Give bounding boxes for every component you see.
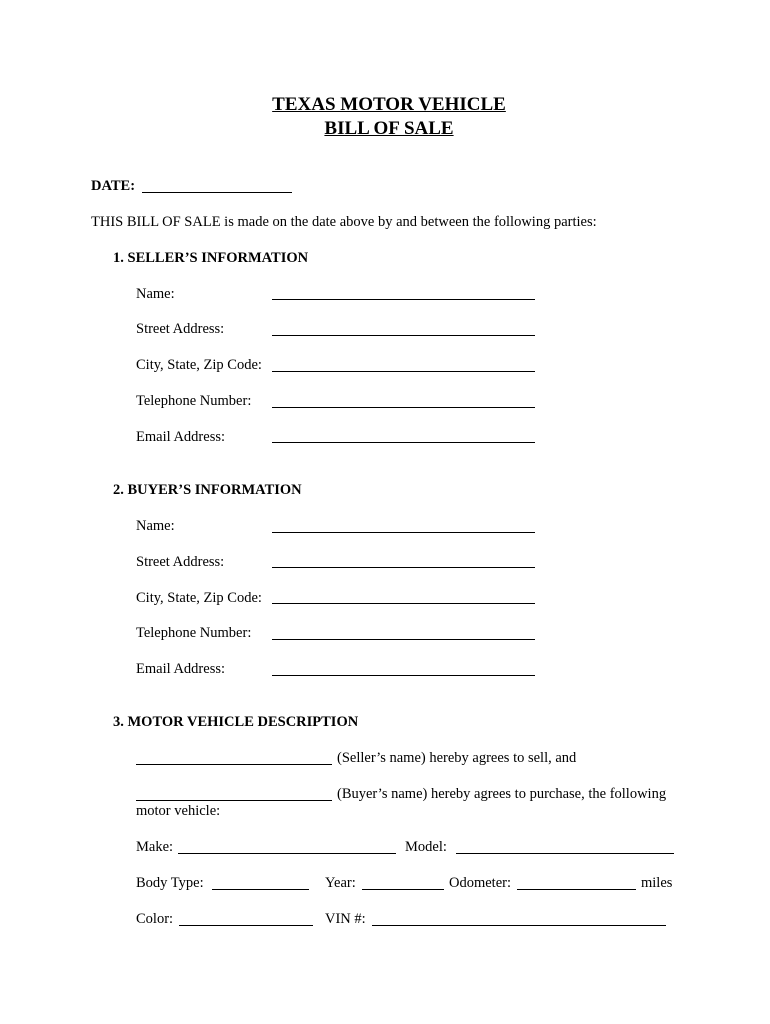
buyer-phone-label: Telephone Number: <box>136 625 252 641</box>
year-field[interactable] <box>362 889 444 890</box>
intro-text: THIS BILL OF SALE is made on the date above by and between the following parties: <box>91 214 597 230</box>
buyer-phone-field[interactable] <box>272 639 535 640</box>
body-type-label: Body Type: <box>136 875 204 891</box>
model-field[interactable] <box>456 853 674 854</box>
seller-email-field[interactable] <box>272 442 535 443</box>
vin-label: VIN #: <box>325 911 366 927</box>
odometer-field[interactable] <box>517 889 636 890</box>
buyer-name-label: Name: <box>136 518 175 534</box>
buyer-email-field[interactable] <box>272 675 535 676</box>
date-label: DATE: <box>91 178 136 194</box>
model-label: Model: <box>405 839 447 855</box>
seller-email-label: Email Address: <box>136 429 226 445</box>
seller-name-label: Name: <box>136 286 175 302</box>
make-label: Make: <box>136 839 174 855</box>
seller-phone-label: Telephone Number: <box>136 393 252 409</box>
year-label: Year: <box>325 875 356 891</box>
body-type-field[interactable] <box>212 889 309 890</box>
seller-heading: 1. SELLER’S INFORMATION <box>113 250 309 266</box>
buyer-email-label: Email Address: <box>136 661 226 677</box>
seller-street-label: Street Address: <box>136 321 225 337</box>
vehicle-heading: 3. MOTOR VEHICLE DESCRIPTION <box>113 714 359 730</box>
color-label: Color: <box>136 911 174 927</box>
color-field[interactable] <box>179 925 313 926</box>
document-title-line-1: TEXAS MOTOR VEHICLE <box>272 94 506 115</box>
buyer-heading: 2. BUYER’S INFORMATION <box>113 482 302 498</box>
document-title-line-2: BILL OF SALE <box>324 118 454 139</box>
vin-field[interactable] <box>372 925 666 926</box>
buyer-street-label: Street Address: <box>136 554 225 570</box>
seller-city-label: City, State, Zip Code: <box>136 357 262 373</box>
seller-phone-field[interactable] <box>272 407 535 408</box>
buyer-city-label: City, State, Zip Code: <box>136 590 262 606</box>
seller-street-field[interactable] <box>272 335 535 336</box>
buyer-city-field[interactable] <box>272 603 535 604</box>
seller-agrees-text: (Seller’s name) hereby agrees to sell, and <box>337 750 577 766</box>
motor-vehicle-text: motor vehicle: <box>136 803 221 819</box>
seller-city-field[interactable] <box>272 371 535 372</box>
date-field[interactable] <box>142 192 292 193</box>
seller-name-field[interactable] <box>272 299 535 300</box>
buyer-name-field[interactable] <box>272 532 535 533</box>
buyer-name-blank[interactable] <box>136 800 332 801</box>
miles-label: miles <box>641 875 673 891</box>
seller-name-blank[interactable] <box>136 764 332 765</box>
make-field[interactable] <box>178 853 396 854</box>
buyer-agrees-text: (Buyer’s name) hereby agrees to purchase, the following <box>337 786 667 802</box>
odometer-label: Odometer: <box>449 875 512 891</box>
buyer-street-field[interactable] <box>272 567 535 568</box>
